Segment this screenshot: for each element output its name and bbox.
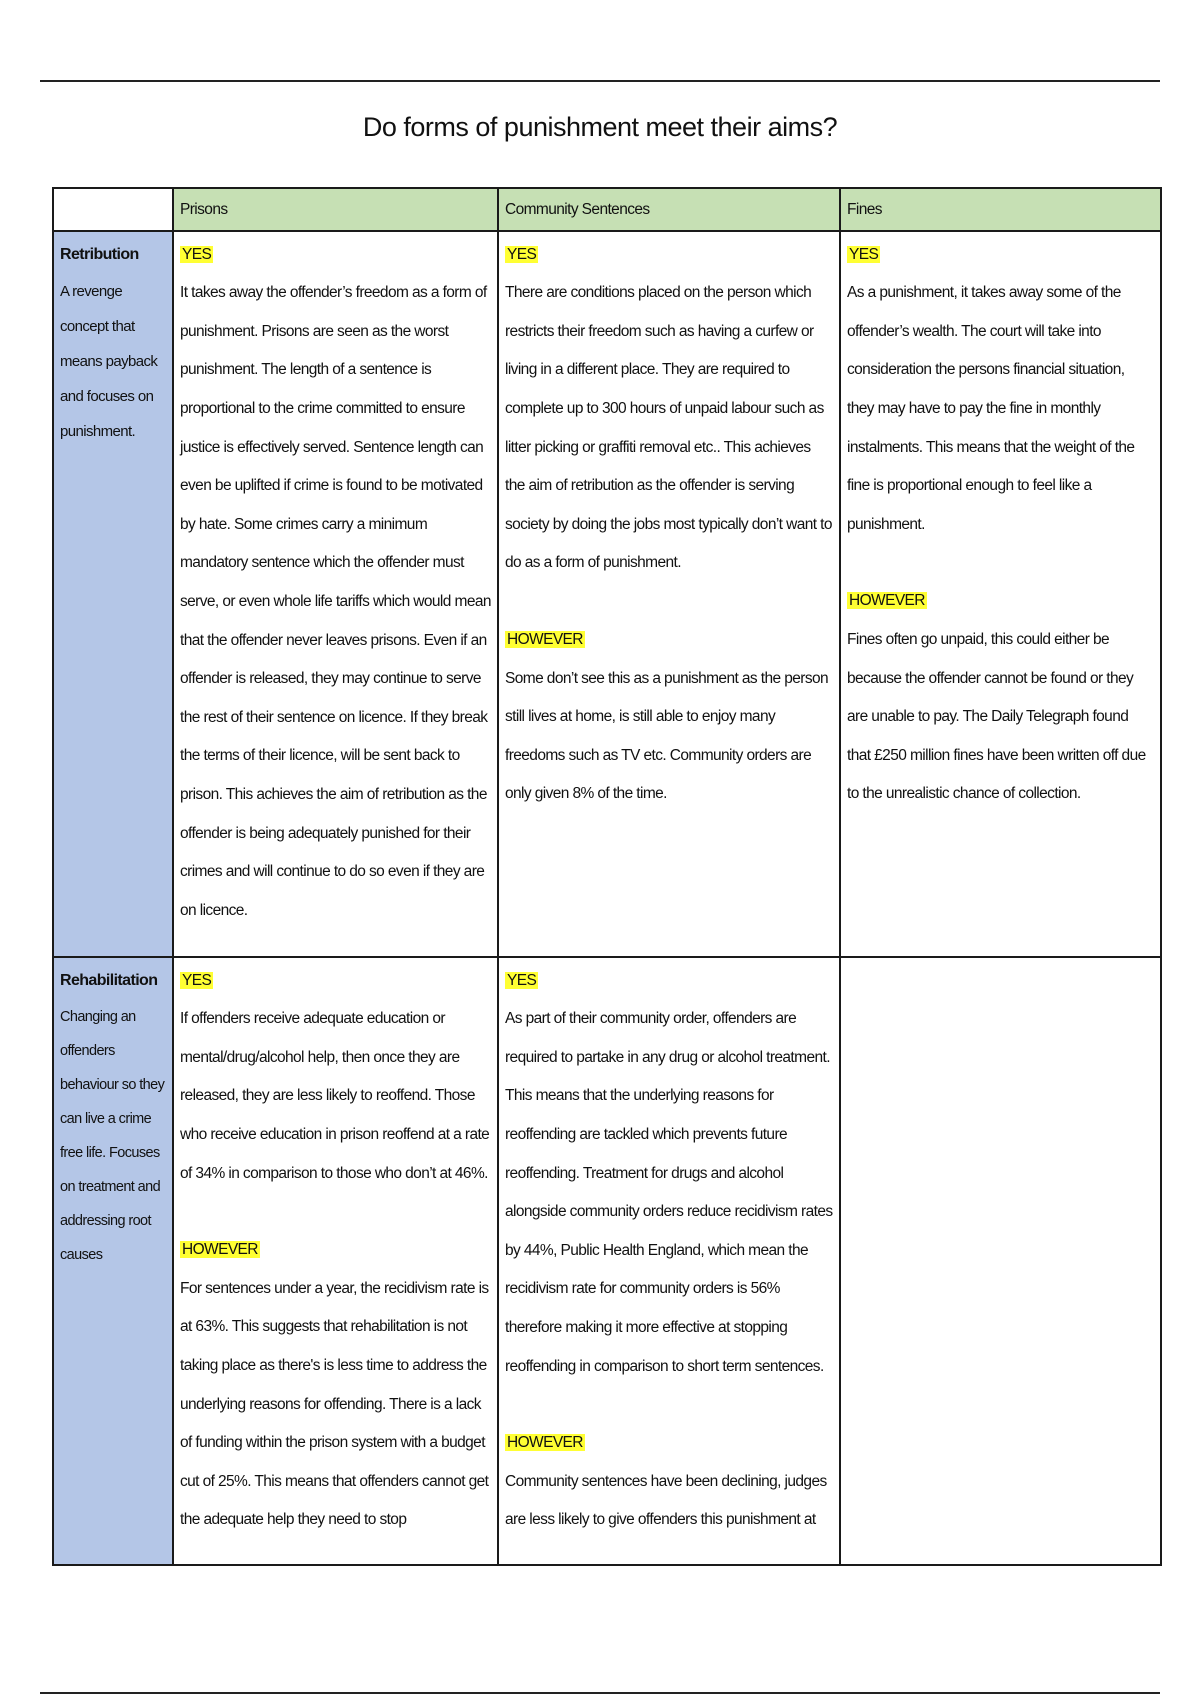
- verdict-badge: YES: [849, 245, 879, 263]
- however-text: Some don’t see this as a punishment as the person still lives at home, is still able to enjoy many freedoms such as TV etc. Community orders are only given 8% of the time.: [505, 669, 829, 803]
- header-community-sentences: Community Sentences: [498, 188, 840, 231]
- aim-description-rehabilitation: Changing an offenders behaviour so they can live a crime free life. Focuses on treatment and addressing root causes: [60, 1009, 165, 1264]
- however-text: Fines often go unpaid, this could either be because the offender cannot be found or they are unable to pay. The Daily Telegraph found that £250 million fines have been written off due to the unrealistic chance of collection.: [847, 630, 1146, 803]
- cell-text: As part of their community order, offenders are required to partake in any drug or alcohol treatment. This means that the underlying reasons for reoffending are tackled which prevents future reoffending. Treatment for drugs and alcohol alongside community orders reduce recidivism rates by 44%, Public Health England, which mean the recidivism rate for community orders is 56% therefore making it more effective at stopping reoffending in comparison to short term sentences.: [505, 1010, 833, 1375]
- aim-description-retribution: A revenge concept that means payback and focuses on punishment.: [60, 283, 158, 441]
- retribution-prisons-cell: [173, 231, 498, 957]
- cell-text: There are conditions placed on the person which restricts their freedom such as having a curfew or living in a different place. They are required to complete up to 300 hours of unpaid labour such as litter picking or graffiti removal etc.. This achieves the aim of retribution as the offender is serving society by doing the jobs most typically don’t want to do as a form of punishment.: [505, 284, 832, 572]
- punishment-aims-table: [52, 187, 1162, 1566]
- aim-title-rehabilitation: Rehabilitation: [60, 971, 158, 989]
- header-row: [53, 188, 1161, 231]
- bottom-rule: [40, 1692, 1160, 1694]
- rehabilitation-aim-cell: [53, 957, 173, 1565]
- verdict-badge: YES: [507, 245, 537, 263]
- retribution-row: [53, 231, 1161, 957]
- header-blank-cell: [53, 188, 173, 231]
- header-prisons: Prisons: [173, 188, 498, 231]
- retribution-community-cell: [498, 231, 840, 957]
- however-text: For sentences under a year, the recidivism rate is at 63%. This suggests that rehabilitation is not taking place as there's is less time to address the underlying reasons for offending. There is a lack of funding within the prison system with a budget cut of 25%. This means that offenders cannot get the adequate help they need to stop: [180, 1279, 489, 1529]
- however-badge: HOWEVER: [182, 1241, 258, 1259]
- however-badge: HOWEVER: [507, 630, 583, 648]
- however-text: Community sentences have been declining, judges are less likely to give offenders this punishment at: [505, 1472, 827, 1529]
- rehabilitation-row: [53, 957, 1161, 1565]
- cell-text: If offenders receive adequate education or mental/drug/alcohol help, then once they are released, they are less likely to reoffend. Those who receive education in prison reoffend at a rate of 34% in comparison to those who don’t at 46%.: [180, 1010, 490, 1182]
- verdict-badge: YES: [182, 245, 212, 263]
- header-fines: Fines: [840, 188, 1161, 231]
- rehabilitation-community-cell: [498, 957, 840, 1565]
- however-badge: HOWEVER: [849, 592, 925, 610]
- aim-title-retribution: Retribution: [60, 245, 139, 263]
- however-badge: HOWEVER: [507, 1434, 583, 1452]
- top-rule: [40, 80, 1160, 82]
- rehabilitation-prisons-cell: [173, 957, 498, 1565]
- verdict-badge: YES: [182, 971, 212, 989]
- page-title: Do forms of punishment meet their aims?: [362, 112, 838, 142]
- cell-text: It takes away the offender’s freedom as a form of punishment. Prisons are seen as the worst punishment. The length of a sentence is proportional to the crime committed to ensure justice is effectively served. Sentence length can even be uplifted if crime is found to be motivated by hate. Some crimes carry a minimum mandatory sentence which the offender must serve, or even whole life tariffs which would mean that the offender never leaves prisons. Even if an offender is released, they may continue to serve the rest of their sentence on licence. If they break the terms of their licence, will be sent back to prison. This achieves the aim of retribution as the offender is being adequately punished for their crimes and will continue to do so even if they are on licence.: [180, 284, 491, 919]
- retribution-fines-cell: [840, 231, 1161, 957]
- rehabilitation-fines-cell: [840, 957, 1161, 1565]
- verdict-badge: YES: [507, 971, 537, 989]
- cell-text: As a punishment, it takes away some of the offender’s wealth. The court will take into consideration the persons financial situation, they may have to pay the fine in monthly instalments. This means that the weight of the fine is proportional enough to feel like a punishment.: [847, 284, 1135, 533]
- retribution-aim-cell: [53, 231, 173, 957]
